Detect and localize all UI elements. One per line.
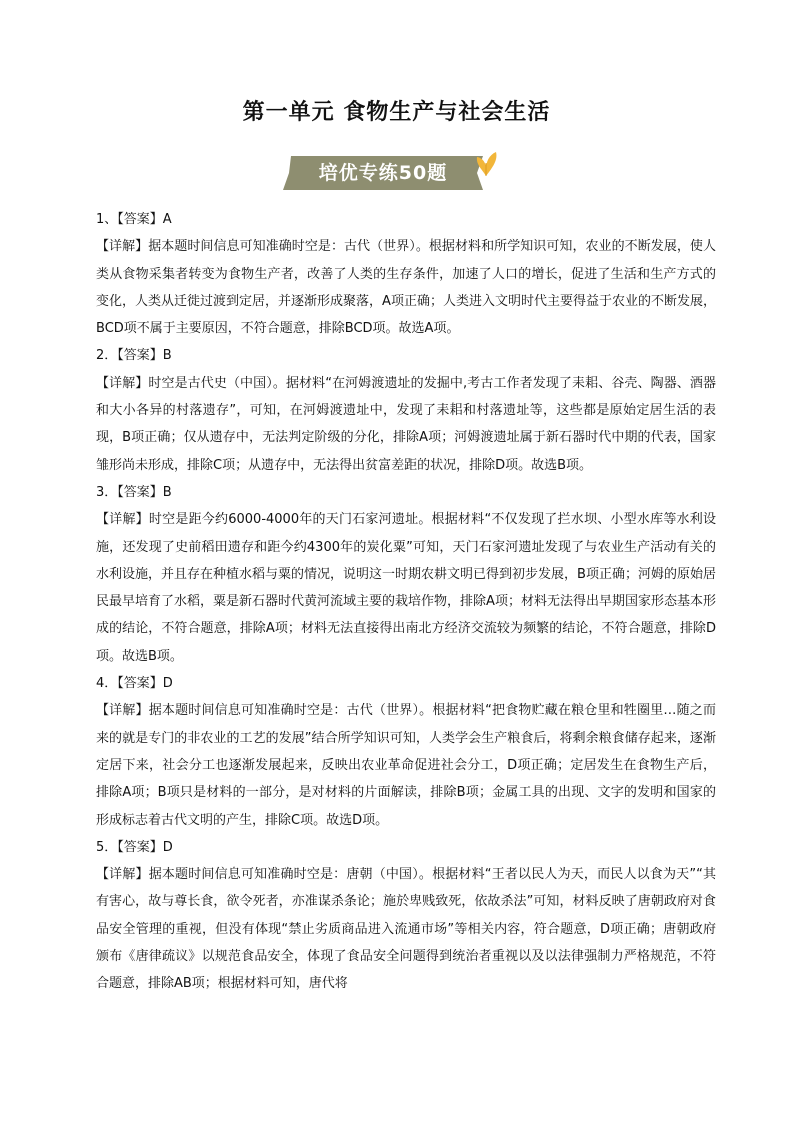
answer-heading: 5．【答案】D	[96, 839, 173, 855]
answer-explanation: 【详解】据本题时间信息可知准确时空是：古代（世界）。根据材料和所学知识可知，农业的不断发展，使人类从食物采集者转变为食物生产者，改善了人类的生存条件，加速了人口的增长，促进了生活和生产方式的变化，人类从迁徙过渡到定居，并逐渐形成聚落，A项正确；人类进入文明时代主要得益于农业的不断发展，BCD项不属于主要原因，不符合题意，排除BCD项。故选A项。	[96, 239, 716, 337]
answer-heading: 1、【答案】A	[96, 212, 172, 227]
leaf-icon	[473, 149, 499, 177]
answer-explanation: 【详解】时空是古代史（中国）。据材料“在河姆渡遗址的发掘中,考古工作者发现了耒耜、谷壳、陶器、酒器和大小各异的村落遗存”，可知，在河姆渡遗址中，发现了耒耜和村落遗址等，这些都是原始定居生活的表现，B项正确；仅从遗存中，无法判定阶级的分化，排除A项；河姆渡遗址属于新石器时代中期的代表，国家雏形尚未形成，排除C项；从遗存中，无法得出贫富差距的状况，排除D项。故选B项。	[96, 375, 716, 473]
banner-text: 培优专练50题	[318, 162, 448, 184]
answer-heading: 4．【答案】D	[96, 676, 173, 692]
answer-explanation: 【详解】据本题时间信息可知准确时空是：唐朝（中国）。根据材料“王者以民人为天，而民人以食为天”“其有害心，故与尊长食，欲令死者，亦准谋杀条论；施於卑贱致死，依故杀法”可知，材料反映了唐朝政府对食品安全管理的重视，但没有体现“禁止劣质商品进入流通市场”等相关内容，符合题意，D项正确；唐朝政府颁布《唐律疏议》以规范食品安全，体现了食品安全问题得到统治者重视以及以法律强制力严格规范，不符合题意，排除AB项；根据材料可知，唐代将	[96, 867, 716, 992]
answer-explanation: 【详解】时空是距今约6000-4000年的天门石家河遗址。根据材料“不仅发现了拦水坝、小型水库等水利设施，还发现了史前稻田遗存和距今约4300年的炭化粟”可知，天门石家河遗址发现了与农业生产活动有关的水利设施，并且存在种植水稻与粟的情况，说明这一时期农耕文明已得到初步发展，B项正确；河姆的原始居民最早培育了水稻，粟是新石器时代黄河流域主要的栽培作物，排除A项；材料无法得出早期国家形态基本形成的结论，不符合题意，排除A项；材料无法直接得出南北方经济交流较为频繁的结论，不符合题意，排除D项。故选B项。	[96, 512, 716, 664]
section-banner	[283, 153, 495, 195]
answer-list	[96, 206, 716, 998]
answer-explanation: 【详解】据本题时间信息可知准确时空是：古代（世界）。根据材料“把食物贮藏在粮仓里和牲圈里…随之而来的就是专门的非农业的工艺的发展”结合所学知识可知，人类学会生产粮食后，将剩余粮食储存起来，逐渐定居下来，社会分工也逐渐发展起来，反映出农业革命促进社会分工，D项正确；定居发生在食物生产后，排除A项；B项只是材料的一部分，是对材料的片面解读，排除B项；金属工具的出现、文字的发明和国家的形成标志着古代文明的产生，排除C项。故选D项。	[96, 703, 716, 828]
answer-heading: 3．【答案】B	[96, 484, 172, 500]
answer-heading: 2．【答案】B	[96, 348, 172, 364]
page-title: 第一单元 食物生产与社会生活	[242, 100, 551, 125]
